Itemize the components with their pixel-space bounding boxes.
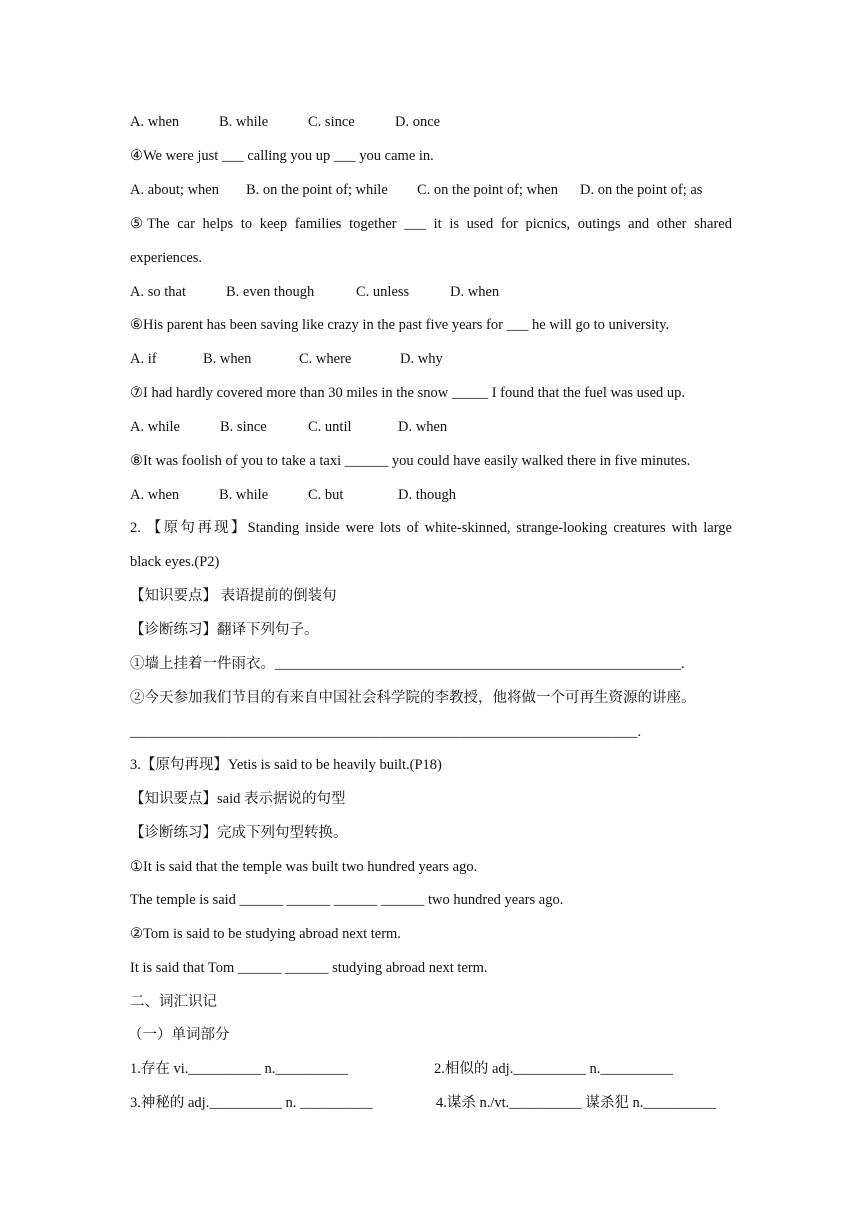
- q3-option-b: B. while: [219, 114, 269, 130]
- q4-options: [130, 180, 732, 200]
- q3-options: [130, 112, 732, 132]
- sec2-item2: ②今天参加我们节目的有来自中国社会科学院的李教授，他将做一个可再生资源的讲座。: [130, 690, 696, 706]
- sec3-practice-instruction: 【诊断练习】完成下列句型转换。: [130, 825, 348, 841]
- q4-option-b: B. on the point of; while: [246, 182, 388, 198]
- q5-options: [130, 282, 732, 302]
- sec2-item1: ①墙上挂着一件雨衣。________________________________________________________.: [130, 656, 685, 672]
- q5-option-d: D. when: [450, 284, 500, 300]
- sec2-practice-instruction: 【诊断练习】翻译下列句子。: [130, 622, 319, 638]
- sec3-item1: ①It is said that the temple was built two hundred years ago.: [130, 859, 478, 875]
- q5-stem-line2: experiences.: [130, 250, 203, 266]
- q5-stem-line1: ⑤The car helps to keep families together ___ it is used for picnics, outings and other shared: [130, 216, 732, 232]
- sec3-knowledge-point: 【知识要点】said 表示据说的句型: [130, 791, 346, 807]
- q6-option-b: B. when: [203, 351, 252, 367]
- q8-option-c: C. but: [308, 487, 344, 503]
- sec3-item1-answer: The temple is said ______ ______ ______ ______ two hundred years ago.: [130, 892, 564, 908]
- sec2-item2-answer-blank: ______________________________________________________________________.: [130, 724, 642, 740]
- sec2-original-sentence-line2: black eyes.(P2): [130, 554, 220, 570]
- q8-stem: ⑧It was foolish of you to take a taxi ______ you could have easily walked there in five minutes.: [130, 453, 691, 469]
- q7-stem: ⑦I had hardly covered more than 30 miles in the snow _____ I found that the fuel was used up.: [130, 385, 686, 401]
- q8-options: [130, 485, 732, 505]
- q7-options: [130, 417, 732, 437]
- q4-stem: ④We were just ___ calling you up ___ you came in.: [130, 148, 434, 164]
- q6-option-d: D. why: [400, 351, 443, 367]
- sec3-original-sentence: 3.【原句再现】Yetis is said to be heavily built.(P18): [130, 757, 442, 773]
- q3-option-a: A. when: [130, 114, 180, 130]
- vocab-item-3: 3.神秘的 adj.__________ n. __________: [130, 1095, 373, 1111]
- q6-option-a: A. if: [130, 351, 157, 367]
- sec2-original-sentence-line1: 2. 【原句再现】Standing inside were lots of white-skinned, strange-looking creatures with large: [130, 520, 732, 536]
- q5-option-a: A. so that: [130, 284, 186, 300]
- q6-option-c: C. where: [299, 351, 352, 367]
- q8-option-d: D. though: [398, 487, 456, 503]
- q6-stem: ⑥His parent has been saving like crazy in the past five years for ___ he will go to university.: [130, 317, 670, 333]
- vocab-subheading: （一）单词部分: [128, 1027, 230, 1043]
- q5-option-b: B. even though: [226, 284, 315, 300]
- q7-option-c: C. until: [308, 419, 352, 435]
- vocab-item-4: 4.谋杀 n./vt.__________ 谋杀犯 n.__________: [436, 1095, 716, 1111]
- q3-option-c: C. since: [308, 114, 355, 130]
- vocab-row2: [130, 1093, 732, 1113]
- q8-option-a: A. when: [130, 487, 180, 503]
- q4-option-a: A. about; when: [130, 182, 219, 198]
- sec2-knowledge-point: 【知识要点】 表语提前的倒装句: [130, 588, 337, 604]
- q8-option-b: B. while: [219, 487, 269, 503]
- q7-option-d: D. when: [398, 419, 448, 435]
- q7-option-b: B. since: [220, 419, 267, 435]
- q3-option-d: D. once: [395, 114, 441, 130]
- q4-option-c: C. on the point of; when: [417, 182, 558, 198]
- sec3-item2: ②Tom is said to be studying abroad next term.: [130, 926, 401, 942]
- vocab-item-2: 2.相似的 adj.__________ n.__________: [434, 1061, 673, 1077]
- q6-options: [130, 349, 732, 369]
- q4-option-d: D. on the point of; as: [580, 182, 703, 198]
- vocab-item-1: 1.存在 vi.__________ n.__________: [130, 1061, 348, 1077]
- vocab-heading: 二、词汇识记: [130, 994, 217, 1010]
- q5-option-c: C. unless: [356, 284, 410, 300]
- q7-option-a: A. while: [130, 419, 180, 435]
- vocab-row1: [130, 1059, 732, 1079]
- sec3-item2-answer: It is said that Tom ______ ______ studying abroad next term.: [130, 960, 488, 976]
